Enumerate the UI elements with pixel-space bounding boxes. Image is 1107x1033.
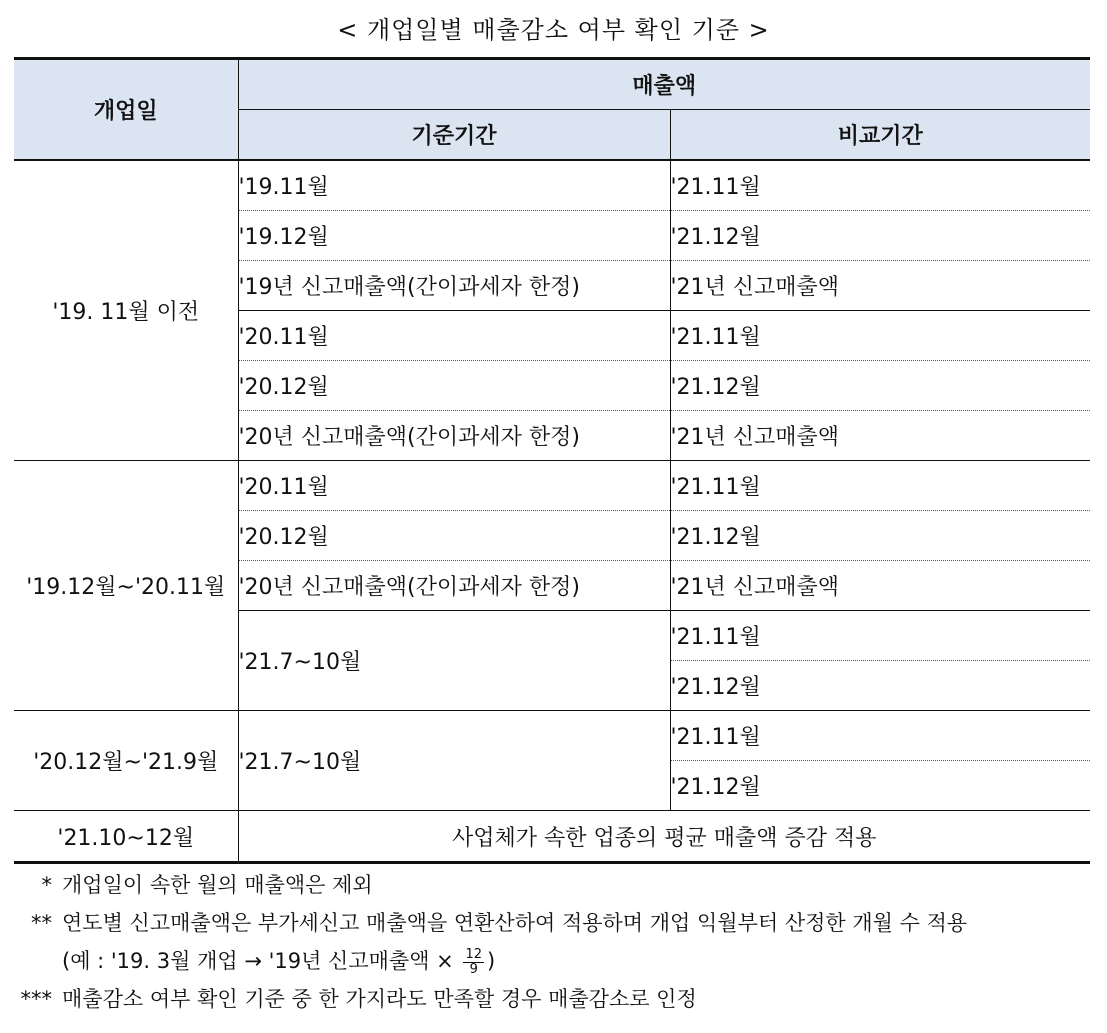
comparison-period-cell: '21.11월 xyxy=(670,611,1090,661)
base-period-cell: '20년 신고매출액(간이과세자 한정) xyxy=(238,561,670,611)
header-comparison-period: 비교기간 xyxy=(670,110,1090,161)
base-period-cell: '20.11월 xyxy=(238,311,670,361)
comparison-period-cell: '21.12월 xyxy=(670,761,1090,811)
open-date-cell: '20.12월~'21.9월 xyxy=(14,711,238,811)
footnote-1 xyxy=(14,866,1094,904)
table-row xyxy=(14,711,1090,761)
header-base-period: 기준기간 xyxy=(238,110,670,161)
comparison-period-cell: '21년 신고매출액 xyxy=(670,561,1090,611)
footnote-3 xyxy=(14,980,1094,1018)
comparison-period-cell: '21년 신고매출액 xyxy=(670,411,1090,461)
header-sales: 매출액 xyxy=(238,59,1090,110)
comparison-period-cell: '21.11월 xyxy=(670,311,1090,361)
comparison-period-cell: '21년 신고매출액 xyxy=(670,261,1090,311)
open-date-cell: '19. 11월 이전 xyxy=(14,160,238,461)
base-period-cell: '19.12월 xyxy=(238,211,670,261)
fraction xyxy=(463,948,484,977)
table-row xyxy=(14,160,1090,211)
comparison-period-cell: '21.12월 xyxy=(670,661,1090,711)
open-date-cell: '19.12월~'20.11월 xyxy=(14,461,238,711)
comparison-period-cell: '21.12월 xyxy=(670,361,1090,411)
footnote-text: 연도별 신고매출액은 부가세신고 매출액을 연환산하여 적용하며 개업 익월부터 산정한 개월 수 적용 xyxy=(62,911,968,935)
base-period-cell: '21.7~10월 xyxy=(238,711,670,811)
footnotes xyxy=(14,866,1094,1018)
comparison-period-cell: '21.12월 xyxy=(670,211,1090,261)
fraction-numerator: 12 xyxy=(465,946,482,962)
footnote-text: 개업일이 속한 월의 매출액은 제외 xyxy=(62,873,373,897)
base-period-cell: '20년 신고매출액(간이과세자 한정) xyxy=(238,411,670,461)
footnote-mark: ** xyxy=(31,911,52,935)
comparison-period-cell: '21.11월 xyxy=(670,160,1090,211)
footnote-2 xyxy=(14,904,1094,942)
base-period-cell: '20.12월 xyxy=(238,511,670,561)
base-period-cell: '19년 신고매출액(간이과세자 한정) xyxy=(238,261,670,311)
base-period-cell: '21.7~10월 xyxy=(238,611,670,711)
example-prefix: (예 : '19. 3월 개업 → '19년 신고매출액 × xyxy=(62,949,454,973)
header-open-date: 개업일 xyxy=(14,59,238,161)
footnote-text: 매출감소 여부 확인 기준 중 한 가지라도 만족할 경우 매출감소로 인정 xyxy=(62,987,697,1011)
footnote-mark: *** xyxy=(20,987,52,1011)
example-suffix: ) xyxy=(486,949,496,973)
footnote-2-example xyxy=(14,942,1094,980)
industry-average-cell: 사업체가 속한 업종의 평균 매출액 증감 적용 xyxy=(238,811,1090,863)
fraction-denominator: 9 xyxy=(469,961,478,977)
comparison-period-cell: '21.11월 xyxy=(670,711,1090,761)
page-title: < 개업일별 매출감소 여부 확인 기준 > xyxy=(337,16,770,44)
base-period-cell: '20.11월 xyxy=(238,461,670,511)
base-period-cell: '19.11월 xyxy=(238,160,670,211)
table-row xyxy=(14,811,1090,863)
comparison-period-cell: '21.11월 xyxy=(670,461,1090,511)
comparison-period-cell: '21.12월 xyxy=(670,511,1090,561)
criteria-table xyxy=(14,57,1090,864)
open-date-cell: '21.10~12월 xyxy=(14,811,238,863)
footnote-mark: * xyxy=(41,873,52,897)
table-row xyxy=(14,461,1090,511)
base-period-cell: '20.12월 xyxy=(238,361,670,411)
